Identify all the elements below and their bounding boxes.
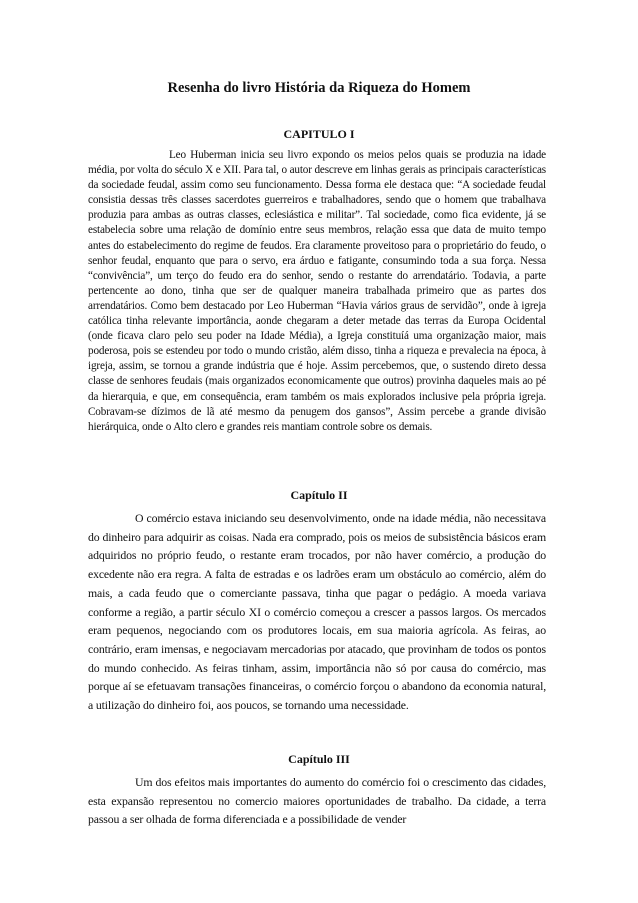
chapter-2-heading: Capítulo II (290, 488, 348, 502)
chapter-1-paragraph: Leo Huberman inicia seu livro expondo os meios pelos quais se produzia na idade média, por volta do século X e XII. Para tal, o autor descreve em linhas gerais as principais características da sociedade feudal, assim como seu funcionamento. Dessa forma ele destaca que: “A sociedade feudal consistia dessas três classes sacerdotes guerreiros e trabalhadores, sendo que o homem que trabalhava produzia para ambas as outras classes, eclesiástica e militar”. Tal sociedade, como fica evidente, já se estabelecia sobre uma relação de domínio entre seus membros, relação essa que data de muito tempo antes do estabelecimento do regime de feudos. Era claramente proveitoso para o proprietário do feudo, o senhor feudal, enquanto que para o servo, era árduo e fatigante, consumindo toda a sua força. Nessa “convivência”, um terço do feudo era do senhor, sendo o restante do arrendatário. Todavia, a parte pertencente ao dono, tinha que ser de qualquer maneira trabalhada primeiro que as partes dos arrendatários. Como bem destacado por Leo Huberman “Havia vários graus de servidão”, onde à igreja católica tinha relevante importância, aonde chegaram a deter metade das terras da Europa Ocidental (onde ficava claro pelo seu poder na Idade Média), a Igreja constituíá uma organização maior, mais poderosa, pois se estendeu por todo o mundo cristão, além disso, tinha a riqueza e prevalecia na época, à igreja, assim, se tornou a grande indústria que é hoje. Assim percebemos, que, o sustendo direto dessa classe de senhores feudais (mais organizados economicamente que outros) provinha daqueles mais ao pé da hierarquia, e que, em consequência, eram também os mais explorados inclusive pela própria igreja. Cobravam-se dízimos de lã até mesmo da penugem dos gansos”, Assim percebe a grande divisão hierárquica, onde o Alto clero e grandes reis mantiam controle sobre os demais. (88, 149, 547, 433)
chapter-3-heading: Capítulo III (288, 752, 350, 766)
chapter-2-paragraph: O comércio estava iniciando seu desenvolvimento, onde na idade média, não necessitava do dinheiro para adquirir as coisas. Nada era comprado, pois os meios de subsistência básicos eram adquiridos no próprio feudo, o restante eram trocados, por não haver comércio, a produção do excedente não era regra. A falta de estradas e os ladrões eram um obstáculo ao comércio, além do mais, a cada feudo que o comerciante passava, tinha que pagar o pedágio. A moeda variava conforme a região, a partir século XI o comércio começou a crescer a passos largos. Os mercados eram pequenos, negociando com os produtores locais, em sua maioria agrícola. As feiras, ao contrário, eram imensas, e negociavam mercadorias por atacado, que provinham de todos os pontos do mundo conhecido. As feiras tinham, assim, importância não só por causa do comércio, mas porque aí se efetuavam transações financeiras, o comércio forçou o abandono da economia natural, a utilização do dinheiro foi, aos poucos, se tornando uma necessidade. (88, 511, 546, 713)
chapter-1-heading: CAPITULO I (283, 127, 355, 141)
chapter-3-paragraph: Um dos efeitos mais importantes do aumento do comércio foi o crescimento das cidades, esta expansão representou no comercio maiores oportunidades de trabalho. Da cidade, a terra passou a ser olhada de forma diferenciada e a possibilidade de vender (88, 775, 546, 827)
document-title: Resenha do livro História da Riqueza do Homem (167, 80, 471, 96)
